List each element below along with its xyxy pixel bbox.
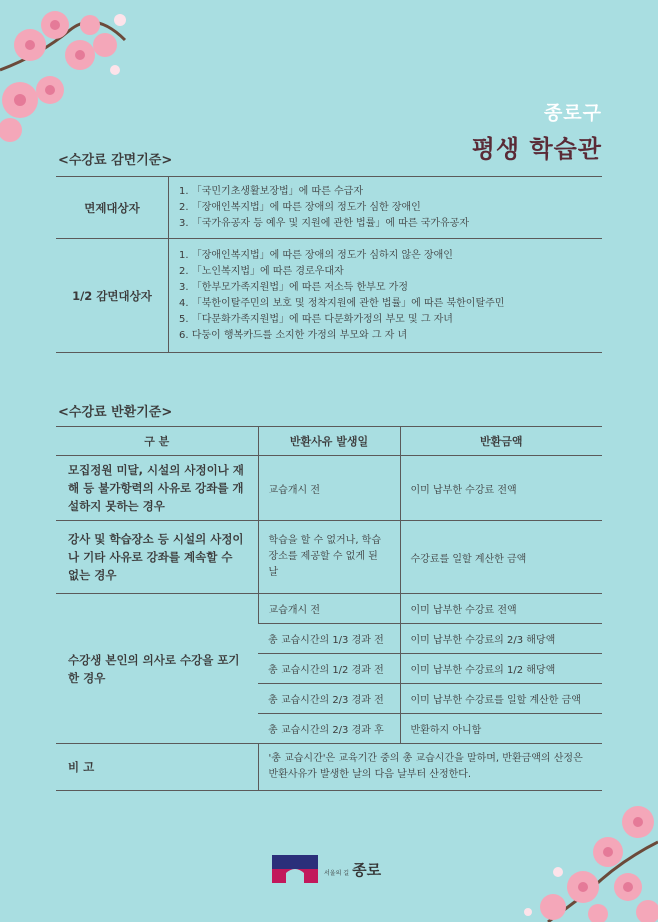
remarks-text: '총 교습시간'은 교육기간 중의 총 교습시간을 말하며, 반환금액의 산정은 반환사유가 발생한 날의 다음 날부터 산정한다. [258, 744, 602, 791]
header-category: 구 분 [56, 427, 258, 456]
refund-table [56, 426, 602, 791]
refund-occurrence: 교습개시 전 [258, 456, 400, 521]
refund-amount: 이미 납부한 수강료의 1/2 해당액 [400, 654, 602, 684]
exemption-section-title: <수강료 감면기준> [58, 153, 173, 168]
exemption-items-half [169, 239, 603, 353]
refund-amount: 반환하지 아니함 [400, 714, 602, 744]
list-item: 5. 「다문화가족지원법」에 따른 다문화가정의 부모 및 그 자녀 [179, 313, 453, 325]
table-row [56, 239, 602, 353]
list-item: 1. 「국민기초생활보장법」에 따른 수급자 [179, 185, 363, 197]
refund-case-cancel: 모집정원 미달, 시설의 사정이나 재해 등 불가항력의 사유로 강좌를 개설하지 못하는 경우 [56, 456, 258, 521]
refund-amount: 이미 납부한 수강료 전액 [400, 456, 602, 521]
table-header-row [56, 427, 602, 456]
logo-name: 종로 [352, 860, 382, 879]
table-row [56, 744, 602, 791]
logo-text [324, 859, 381, 880]
page-title: 평생 학습관 [471, 135, 602, 163]
refund-amount: 이미 납부한 수강료를 일할 계산한 금액 [400, 684, 602, 714]
refund-amount: 이미 납부한 수강료의 2/3 해당액 [400, 624, 602, 654]
refund-occurrence: 학습을 할 수 없거나, 학습 장소를 제공할 수 없게 된 날 [258, 521, 400, 594]
cherry-blossom-decoration-top [0, 0, 140, 150]
refund-case-discontinued: 강사 및 학습장소 등 시설의 사정이나 기타 사유로 강좌를 계속할 수 없는 경우 [56, 521, 258, 594]
list-item: 6. 다둥이 행복카드를 소지한 가정의 부모와 그 자 녀 [179, 329, 408, 341]
list-item: 4. 「북한이탈주민의 보호 및 정착지원에 관한 법률」에 따른 북한이탈주민 [179, 297, 505, 309]
table-row [56, 177, 602, 239]
header-brand [472, 98, 602, 164]
refund-amount: 이미 납부한 수강료 전액 [400, 594, 602, 624]
exemption-category-half: 1/2 감면대상자 [56, 239, 169, 353]
refund-section-title: <수강료 반환기준> [58, 405, 173, 420]
list-item: 2. 「장애인복지법」에 따른 장애의 정도가 심한 장애인 [179, 201, 421, 213]
remarks-label: 비 고 [56, 744, 258, 791]
district-name: 종로구 [543, 102, 602, 124]
refund-occurrence: 총 교습시간의 1/2 경과 전 [258, 654, 400, 684]
jongno-logo [272, 855, 381, 883]
exemption-table [56, 176, 602, 353]
refund-amount: 수강료를 일할 계산한 금액 [400, 521, 602, 594]
jongno-gate-logo-icon [272, 855, 318, 883]
refund-occurrence: 총 교습시간의 2/3 경과 후 [258, 714, 400, 744]
refund-occurrence: 총 교습시간의 1/3 경과 전 [258, 624, 400, 654]
header-amount: 반환금액 [400, 427, 602, 456]
header-occurrence: 반환사유 발생일 [258, 427, 400, 456]
logo-slogan: 서울의 길 [324, 869, 350, 877]
list-item: 2. 「노인복지법」에 따른 경로우대자 [179, 265, 344, 277]
list-item: 1. 「장애인복지법」에 따른 장애의 정도가 심하지 않은 장애인 [179, 249, 453, 261]
table-row [56, 456, 602, 521]
exemption-category-full: 면제대상자 [56, 177, 169, 239]
refund-occurrence: 총 교습시간의 2/3 경과 전 [258, 684, 400, 714]
list-item: 3. 「국가유공자 등 예우 및 지원에 관한 법률」에 따른 국가유공자 [179, 217, 469, 229]
refund-occurrence: 교습개시 전 [258, 594, 400, 624]
cherry-blossom-decoration-bottom [488, 802, 658, 922]
exemption-items-full [169, 177, 603, 239]
table-row [56, 521, 602, 594]
table-row [56, 594, 602, 624]
list-item: 3. 「한부모가족지원법」에 따른 저소득 한부모 가정 [179, 281, 408, 293]
refund-case-withdrawal: 수강생 본인의 의사로 수강을 포기한 경우 [56, 594, 258, 744]
